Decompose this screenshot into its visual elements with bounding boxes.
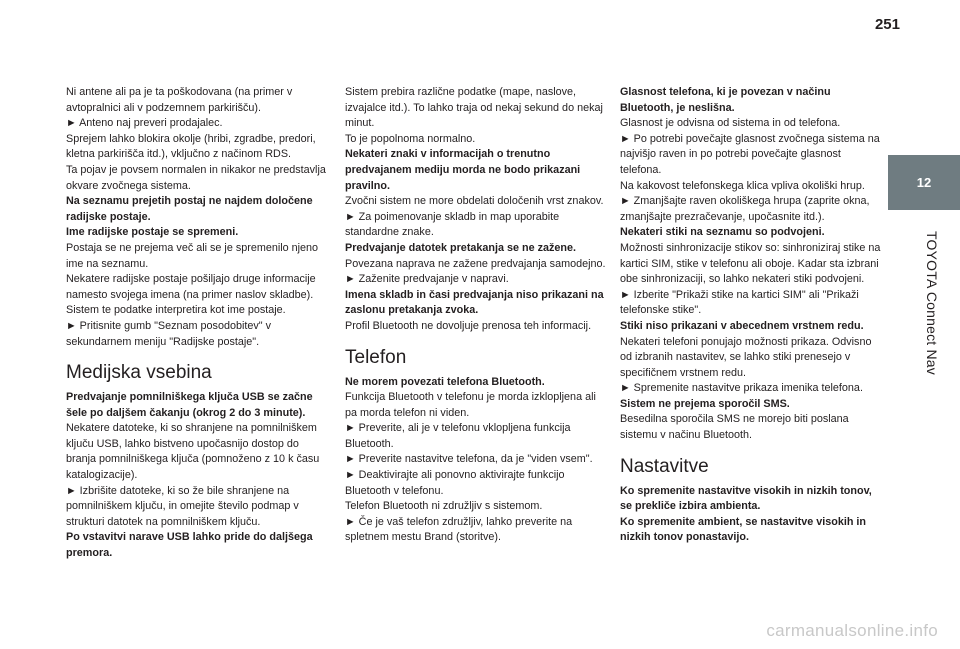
question-heading: Ne morem povezati telefona Bluetooth. — [345, 375, 545, 388]
paragraph: Besedilna sporočila SMS ne morejo biti poslana sistemu v načinu Bluetooth. — [620, 413, 849, 442]
paragraph: ► Preverite nastavitve telefona, da je "viden vsem". — [345, 453, 593, 466]
section-side-label-text: TOYOTA Connect Nav — [924, 231, 941, 375]
paragraph: ► Anteno naj preveri prodajalec. — [66, 117, 223, 130]
section-heading: Medijska vsebina — [66, 362, 212, 384]
paragraph: Povezana naprava ne zažene predvajanja samodejno. — [345, 257, 606, 270]
paragraph: Telefon Bluetooth ni združljiv s sistemom. — [345, 500, 543, 513]
paragraph: Funkcija Bluetooth v telefonu je morda izklopljena ali pa morda telefon ni viden. — [345, 391, 596, 419]
question-heading: Predvajanje pomnilniškega ključa USB se začne šele po daljšem čakanju (okrog 2 do 3 minute). — [66, 391, 313, 419]
paragraph: Nekateri telefoni ponujajo možnosti prikaza. Odvisno od izbranih nastavitev, se lahko stiki prenesejo v specifičnem vrstnem redu. — [620, 335, 872, 379]
paragraph: ► Preverite, ali je v telefonu vklopljena funkcija Bluetooth. — [345, 422, 571, 450]
paragraph: ► Če je vaš telefon združljiv, lahko preverite na spletnem mestu Brand (storitve). — [345, 515, 573, 544]
section-side-label — [920, 218, 944, 388]
chapter-tab — [888, 155, 960, 210]
question-heading: Predvajanje datotek pretakanja se ne zažene. — [345, 241, 577, 254]
paragraph: ► Za poimenovanje skladb in map uporabite standardne znake. — [345, 210, 560, 239]
text-column-1 — [66, 85, 328, 562]
paragraph: Ni antene ali pa je ta poškodovana (na primer v avtopralnici ali v podzemnem parkirišču). — [66, 86, 293, 114]
paragraph: Postaja se ne prejema več ali se je spremenilo njeno ime na seznamu. — [66, 241, 319, 270]
question-heading: Na seznamu prejetih postaj ne najdem določene radijske postaje. — [66, 195, 313, 223]
paragraph: Sprejem lahko blokira okolje (hribi, zgradbe, predori, kletna parkirišča itd.), vključno z načinom RDS. — [66, 132, 316, 161]
paragraph: ► Pritisnite gumb "Seznam posodobitev" v sekundarnem meniju "Radijske postaje". — [66, 319, 271, 348]
paragraph: To je popolnoma normalno. — [345, 132, 476, 145]
question-heading: Ko spremenite ambient, se nastavitve visokih in nizkih tonov ponastavijo. — [620, 515, 867, 544]
paragraph: Glasnost je odvisna od sistema in od telefona. — [620, 117, 841, 130]
text-column-2 — [345, 85, 607, 546]
paragraph: ► Izbrišite datoteke, ki so že bile shranjene na pomnilniškem ključu, in omejite število podmap v strukturi datotek na pomnilniškem ključu. — [66, 484, 299, 528]
paragraph: ► Izberite "Prikaži stike na kartici SIM" ali "Prikaži telefonske stike". — [620, 288, 859, 317]
chapter-number: 12 — [916, 175, 932, 190]
question-heading: Stiki niso prikazani v abecednem vrstnem redu. — [620, 319, 864, 332]
section-heading: Telefon — [345, 346, 407, 368]
paragraph: Nekatere radijske postaje pošiljajo druge informacije namesto svojega imena (na primer naslov skladbe). — [66, 273, 316, 301]
paragraph: Nekatere datoteke, ki so shranjene na pomnilniškem ključu USB, lahko bistveno upočasnijo dostop do branja pomnilniškega ključa (pomnoženo z 10 k času katalogizacije). — [66, 422, 320, 482]
paragraph: ► Po potrebi povečajte glasnost zvočnega sistema na najvišjo raven in po potrebi povečajte glasnost telefona. — [620, 132, 880, 176]
page-number: 251 — [874, 16, 900, 33]
question-heading: Ko spremenite nastavitve visokih in nizkih tonov, se prekliče izbira ambienta. — [620, 484, 872, 513]
question-heading: Nekateri znaki v informacijah o trenutno predvajanem mediju morda ne bodo prikazani pravilno. — [345, 148, 581, 192]
paragraph: Zvočni sistem ne more obdelati določenih vrst znakov. — [345, 195, 604, 208]
question-heading: Sistem ne prejema sporočil SMS. — [620, 397, 790, 410]
text-column-3 — [620, 85, 882, 546]
question-heading: Glasnost telefona, ki je povezan v načinu Bluetooth, je neslišna. — [620, 86, 831, 114]
paragraph: ► Zaženite predvajanje v napravi. — [345, 273, 509, 286]
question-heading: Po vstavitvi narave USB lahko pride do daljšega premora. — [66, 531, 313, 560]
watermark: carmanualsonline.info — [766, 621, 938, 640]
paragraph: Sistem prebira različne podatke (mape, naslove, izvajalce itd.). To lahko traja od nekaj sekund do nekaj minut. — [345, 86, 603, 130]
question-heading: Nekateri stiki na seznamu so podvojeni. — [620, 226, 825, 239]
paragraph: Profil Bluetooth ne dovoljuje prenosa teh informacij. — [345, 319, 592, 332]
paragraph: ► Deaktivirajte ali ponovno aktivirajte funkcijo Bluetooth v telefonu. — [345, 469, 565, 497]
paragraph: Ta pojav je povsem normalen in nikakor ne predstavlja okvare zvočnega sistema. — [66, 163, 326, 192]
question-heading: Imena skladb in časi predvajanja niso prikazani na zaslonu pretakanja zvoka. — [345, 288, 604, 317]
paragraph: Sistem te podatke interpretira kot ime postaje. — [66, 304, 286, 317]
question-heading: Ime radijske postaje se spremeni. — [66, 226, 239, 239]
paragraph: ► Spremenite nastavitve prikaza imenika telefona. — [620, 382, 863, 395]
paragraph: ► Zmanjšajte raven okoliškega hrupa (zaprite okna, zmanjšajte prezračevanje, upočasnite itd.). — [620, 195, 870, 223]
paragraph: Na kakovost telefonskega klica vpliva okoliški hrup. — [620, 179, 865, 192]
section-heading: Nastavitve — [620, 455, 709, 477]
paragraph: Možnosti sinhronizacije stikov so: sinhroniziraj stike na kartici SIM, stike v telefonu ali oboje. Kadar sta izbrani obe sinhronizaciji, so lahko nekateri stiki podvojeni. — [620, 241, 881, 286]
